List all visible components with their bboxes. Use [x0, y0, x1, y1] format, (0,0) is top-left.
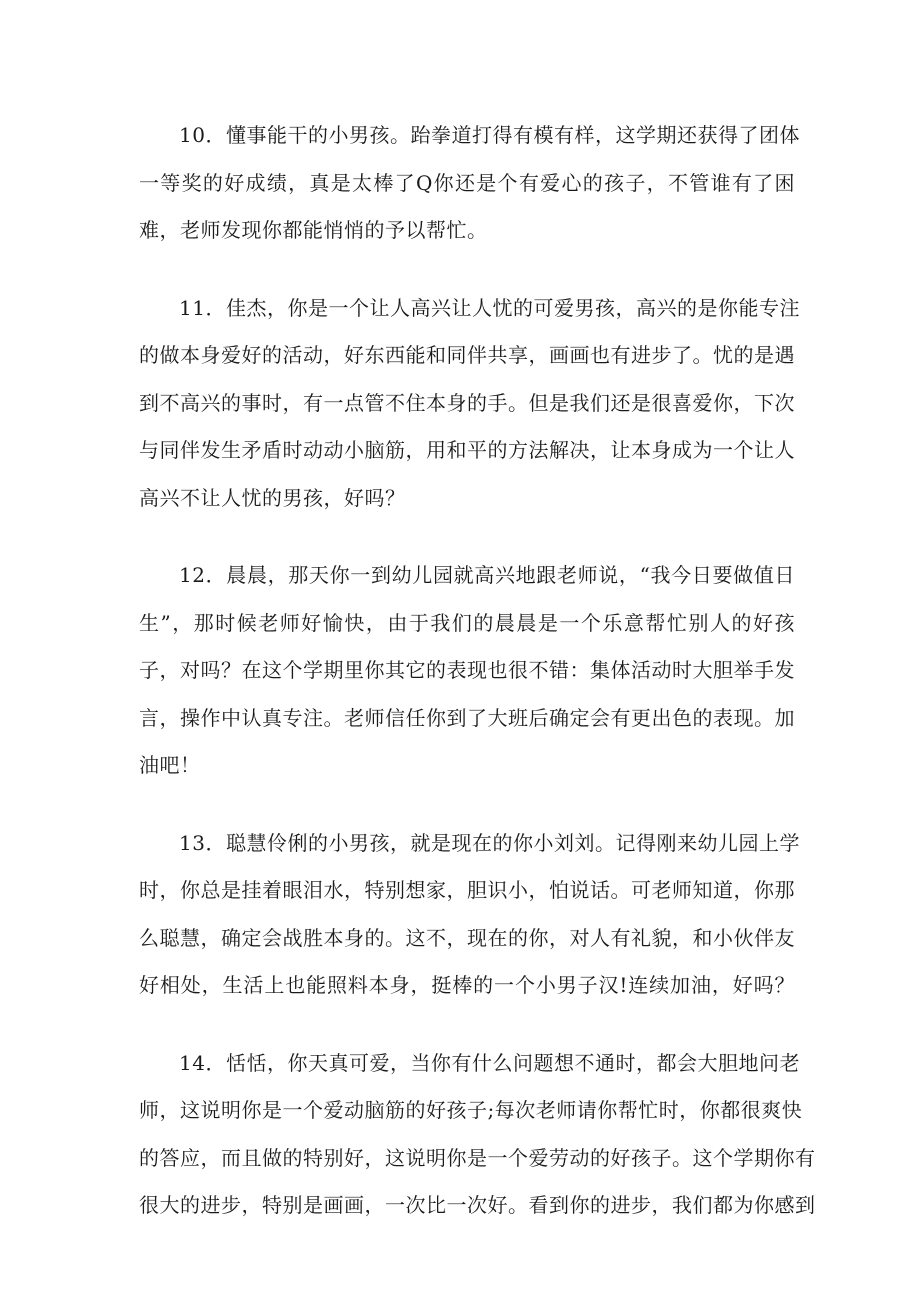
text-line: 好相处，生活上也能照料本身，挺棒的一个小男子汉!连续加油，好吗？ [139, 973, 795, 997]
text-line: 12．晨晨，那天你一到幼儿园就高兴地跟老师说，“我今日要做值日 [179, 563, 795, 587]
text-line: 么聪慧，确定会战胜本身的。这不，现在的你，对人有礼貌，和小伙伴友 [139, 925, 795, 950]
paragraph-10 [139, 112, 800, 255]
text-line: 高兴不让人忧的男孩，好吗？ [139, 485, 406, 510]
text-line: 与同伴发生矛盾时动动小脑筋，用和平的方法解决，让本身成为一个让人 [139, 438, 795, 462]
document-body [139, 112, 816, 1260]
paragraph-12 [139, 552, 795, 790]
text-line: 的做本身爱好的活动，好东西能和同伴共享，画画也有进步了。忧的是遇 [139, 343, 795, 367]
text-line: 油吧！ [139, 753, 201, 777]
text-line: 14．恬恬，你天真可爱，当你有什么问题想不通时，都会大胆地问老 [179, 1050, 800, 1075]
text-line: 生”，那时候老师好愉快，由于我们的晨晨是一个乐意帮忙别人的好孩 [139, 610, 795, 635]
text-line: 时，你总是挂着眼泪水，特别想家，胆识小，怕说话。可老师知道，你那 [139, 878, 795, 902]
text-line: 师，这说明你是一个爱动脑筋的好孩子;每次老师请你帮忙时，你都很爽快 [139, 1098, 803, 1122]
text-line: 难，老师发现你都能悄悄的予以帮忙。 [139, 218, 488, 242]
paragraph-14 [139, 1040, 816, 1230]
text-line: 言，操作中认真专注。老师信任你到了大班后确定会有更出色的表现。加 [139, 705, 795, 730]
text-line: 一等奖的好成绩，真是太棒了Q你还是个有爱心的孩子，不管谁有了困 [139, 170, 795, 195]
text-line: 13．聪慧伶俐的小男孩，就是现在的你小刘刘。记得刚来幼儿园上学 [179, 830, 800, 855]
text-line: 子，对吗？在这个学期里你其它的表现也很不错：集体活动时大胆举手发 [139, 658, 795, 682]
paragraph-11 [139, 285, 800, 523]
text-line: 的答应，而且做的特别好，这说明你是一个爱劳动的好孩子。这个学期你有 [139, 1145, 816, 1170]
text-line: 很大的进步，特别是画画，一次比一次好。看到你的进步，我们都为你感到 [139, 1193, 816, 1217]
text-line: 11．佳杰，你是一个让人高兴让人忧的可爱男孩，高兴的是你能专注 [179, 295, 800, 320]
text-line: 10．懂事能干的小男孩。跆拳道打得有模有样，这学期还获得了团体 [179, 123, 800, 147]
paragraph-13 [139, 820, 800, 1010]
text-line: 到不高兴的事时，有一点管不住本身的手。但是我们还是很喜爱你，下次 [139, 390, 795, 415]
